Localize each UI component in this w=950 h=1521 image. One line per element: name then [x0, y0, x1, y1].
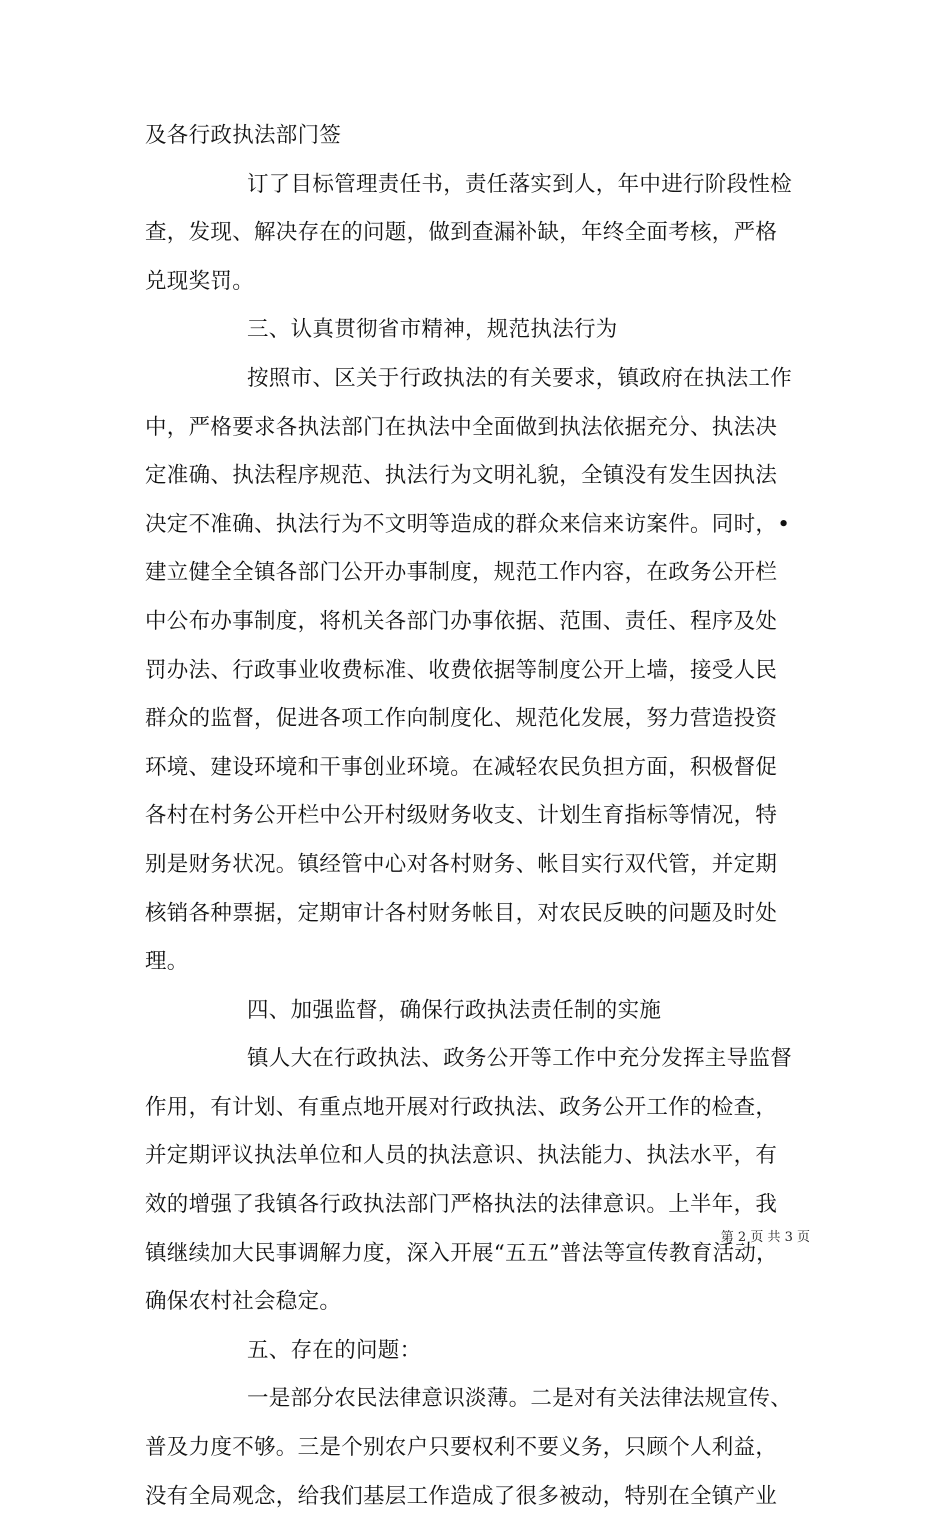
text-line: 普及力度不够。三是个别农户只要权利不要义务，只顾个人利益， — [145, 1435, 778, 1461]
text-line: 按照市、区关于行政执法的有关要求，镇政府在执法工作 — [247, 365, 793, 391]
text-line: 别是财务状况。镇经管中心对各村财务、帐目实行双代管，并定期 — [145, 851, 778, 877]
text-line: 查，发现、解决存在的问题，做到查漏补缺，年终全面考核，严格 — [145, 220, 778, 246]
text-line: 中公布办事制度，将机关各部门办事依据、范围、责任、程序及处 — [145, 608, 778, 634]
text-line: 罚办法、行政事业收费标准、收费依据等制度公开上墙，接受人民 — [145, 657, 778, 683]
text-line: 理。 — [145, 949, 189, 975]
text-line: 镇继续加大民事调解力度，深入开展“五五”普法等宣传教育活动， — [145, 1240, 778, 1266]
section-heading: 五、存在的问题： — [247, 1337, 422, 1363]
text-line: 及各行政执法部门签 — [145, 123, 342, 148]
text-line: 中，严格要求各执法部门在执法中全面做到执法依据充分、执法决 — [145, 414, 778, 440]
page-number: 第 2 页 共 3 页 — [720, 1230, 810, 1245]
text-line: 订了目标管理责任书，责任落实到人，年中进行阶段性检 — [247, 171, 793, 197]
text-line: 各村在村务公开栏中公开村级财务收支、计划生育指标等情况，特 — [145, 803, 778, 829]
text-line: 建立健全全镇各部门公开办事制度，规范工作内容，在政务公开栏 — [145, 560, 778, 586]
text-line: 没有全局观念，给我们基层工作造成了很多被动，特别在全镇产业 — [145, 1483, 778, 1509]
document-body — [145, 112, 817, 1521]
text-line: 并定期评议执法单位和人员的执法意识、执法能力、执法水平，有 — [145, 1143, 778, 1169]
section-heading: 三、认真贯彻省市精神，规范执法行为 — [247, 317, 618, 343]
text-line: 一是部分农民法律意识淡薄。二是对有关法律法规宣传、 — [247, 1386, 793, 1412]
text-line: 群众的监督，促进各项工作向制度化、规范化发展，努力营造投资 — [145, 706, 778, 732]
text-line: 定准确、执法程序规范、执法行为文明礼貌，全镇没有发生因执法 — [145, 463, 778, 489]
text-line: 作用，有计划、有重点地开展对行政执法、政务公开工作的检查， — [145, 1094, 778, 1120]
text-line: 确保农村社会稳定。 — [145, 1289, 342, 1315]
text-line: 环境、建设环境和干事创业环境。在减轻农民负担方面，积极督促 — [145, 754, 778, 780]
text-line: 核销各种票据，定期审计各村财务帐目，对农民反映的问题及时处 — [145, 900, 778, 926]
text-line: 镇人大在行政执法、政务公开等工作中充分发挥主导监督 — [247, 1046, 793, 1072]
text-line: 决定不准确、执法行为不文明等造成的群众来信来访案件。同时，• — [145, 511, 791, 537]
text-line: 兑现奖罚。 — [145, 268, 255, 294]
text-line: 效的增强了我镇各行政执法部门严格执法的法律意识。上半年，我 — [145, 1192, 778, 1218]
section-heading: 四、加强监督，确保行政执法责任制的实施 — [247, 997, 662, 1023]
